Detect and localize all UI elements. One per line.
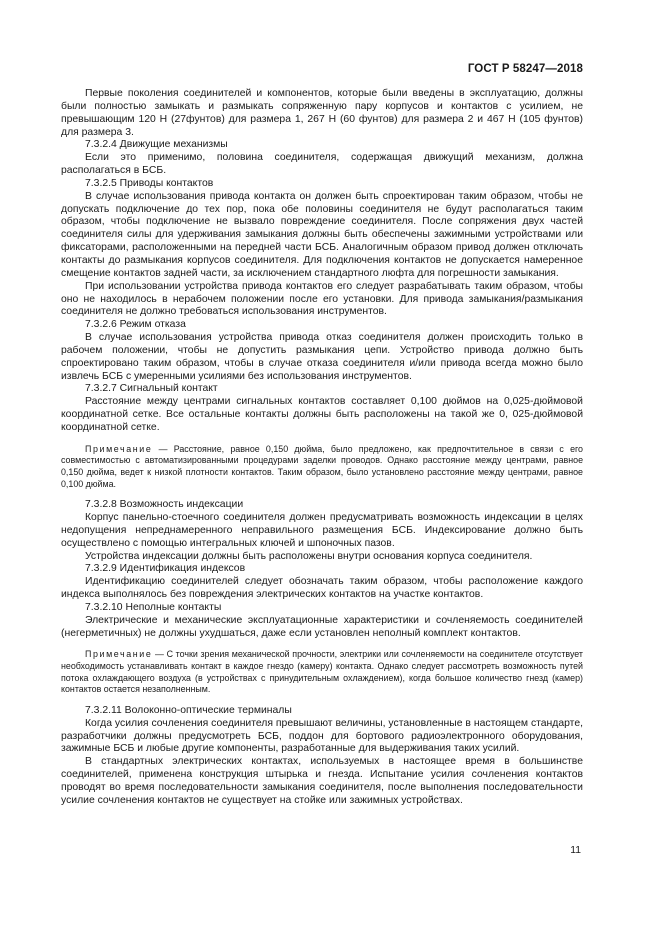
note-label: Примечание xyxy=(85,649,153,660)
paragraph: Идентификацию соединителей следует обозначать таким образом, чтобы расположение каждого индекса выполнялось без повреждения электрических контактов на участке контактов. xyxy=(61,576,583,601)
section-heading: 7.3.2.7 Сигнальный контакт xyxy=(85,383,218,395)
section-heading: 7.3.2.9 Идентификация индексов xyxy=(85,563,246,575)
paragraph: При использовании устройства привода контактов его следует разрабатывать таким образом, чтобы оно не находилось в нерабочем положении после его установки. Для привода замыкания/размыкания соединителя не должно требоваться использования инструментов. xyxy=(61,280,583,318)
paragraph: Первые поколения соединителей и компонентов, которые были введены в эксплуатацию, должны были полностью замыкать и размыкать сопряженную пару корпусов и контактов с усилием, не превышающим 120 Н (27фунтов) для размера 1, 267 Н (60 фунтов) для размера 2 и 467 Н (105 фунтов) для размера 3. xyxy=(61,88,583,138)
section-heading: 7.3.2.5 Приводы контактов xyxy=(85,177,214,189)
document-body xyxy=(61,88,583,808)
paragraph: Когда усилия сочленения соединителя превышают величины, установленные в настоящем стандарте, разработчики должны предусмотреть БСБ, поддон для бортового радиоэлектронного оборудования, зажимные БСБ и любые другие компоненты, разработанные для выдерживания таких усилий. xyxy=(61,717,583,755)
paragraph: Расстояние между центрами сигнальных контактов составляет 0,100 дюймов на 0,025-дюймовой координатной сетке. Все остальные контакты должны быть расположены на такой же 0, 025-дюймовой координатной сетке. xyxy=(61,396,583,433)
paragraph: В случае использования привода контакта он должен быть спроектирован таким образом, чтобы не допускать подключение до тех пор, пока обе половины соединителя не будут располагаться таким образом, чтобы подключение не вызвало повреждение соединителя. После сопряжения двух частей соединителя силы для удерживания замыкания должны быть обеспечены зажимными устройствами или фиксаторами, расположенными на передней части БСБ. Аналогичным образом привод должен отключать контакты до размыкания корпусов соединителя. Для подключения контактов не допускается намеренное смещение контактов задней части, за исключением стандартного люфта для погрешности замыкания. xyxy=(61,190,583,279)
page-number: 11 xyxy=(570,845,581,856)
section-heading: 7.3.2.6 Режим отказа xyxy=(85,319,186,331)
note-text: — С точки зрения механической прочности, электрики или сочленяемости на соединителе отсутствует необходимость устанавливать контакт в каждое гнездо (камеру) контакта. Однако следует рассмотреть возможность путей потока охлаждающего воздуха (в устройствах с принудительным охлаждением), когда большое количество гнезд (камер) контактов остается незаполненным. xyxy=(61,649,583,695)
paragraph: Если это применимо, половина соединителя, содержащая движущий механизм, должна располагаться в БСБ. xyxy=(61,152,583,177)
note xyxy=(61,649,583,695)
note xyxy=(61,444,583,490)
standard-header: ГОСТ Р 58247—2018 xyxy=(467,63,583,75)
paragraph: Электрические и механические эксплуатационные характеристики и сочленяемость соединителей (негерметичных) не должны ухудшаться, даже если установлен неполный комплект контактов. xyxy=(61,614,583,639)
section-heading: 7.3.2.8 Возможность индексации xyxy=(85,499,244,511)
paragraph: Корпус панельно-стоечного соединителя должен предусматривать возможность индексации в целях недопущения непреднамеренного неправильного размещения БСБ. Индексирование должно быть осуществлено с помощью интегральных ключей и шпоночных пазов. xyxy=(61,512,583,549)
note-text: — Расстояние, равное 0,150 дюйма, было предложено, как предпочтительное в связи с его совместимостью с автоматизированными процедурами заделки проводов. Однако расстояние между центрами, равное 0,150 дюйма, ведет к низкой плотности контактов. Таким образом, было установлено расстояние между центрами, равное 0,100 дюйма. xyxy=(61,443,583,489)
paragraph: В стандартных электрических контактах, используемых в настоящее время в большинстве соединителей, применена конструкция штырька и гнезда. Испытание усилия сочленения контактов проводят во время последовательности замыкания соединителя, после выполнения последовательности усилие сочленения контактов не существует на стойке или зажимных устройствах. xyxy=(61,756,583,806)
section-heading: 7.3.2.11 Волоконно-оптические терминалы xyxy=(85,704,292,716)
section-heading: 7.3.2.4 Движущие механизмы xyxy=(85,139,228,151)
paragraph: Устройства индексации должны быть расположены внутри основания корпуса соединителя. xyxy=(85,550,533,562)
note-label: Примечание xyxy=(85,443,153,454)
section-heading: 7.3.2.10 Неполные контакты xyxy=(85,601,222,613)
paragraph: В случае использования устройства привода отказ соединителя должен происходить только в рабочем положении, чтобы не допустить размыкания цепи. Устройство привода должно быть спроектировано таким образом, чтобы в случае отказа соединителя и/или привода всегда можно было извлечь БСБ с умеренными усилиями без использования инструментов. xyxy=(61,332,583,382)
